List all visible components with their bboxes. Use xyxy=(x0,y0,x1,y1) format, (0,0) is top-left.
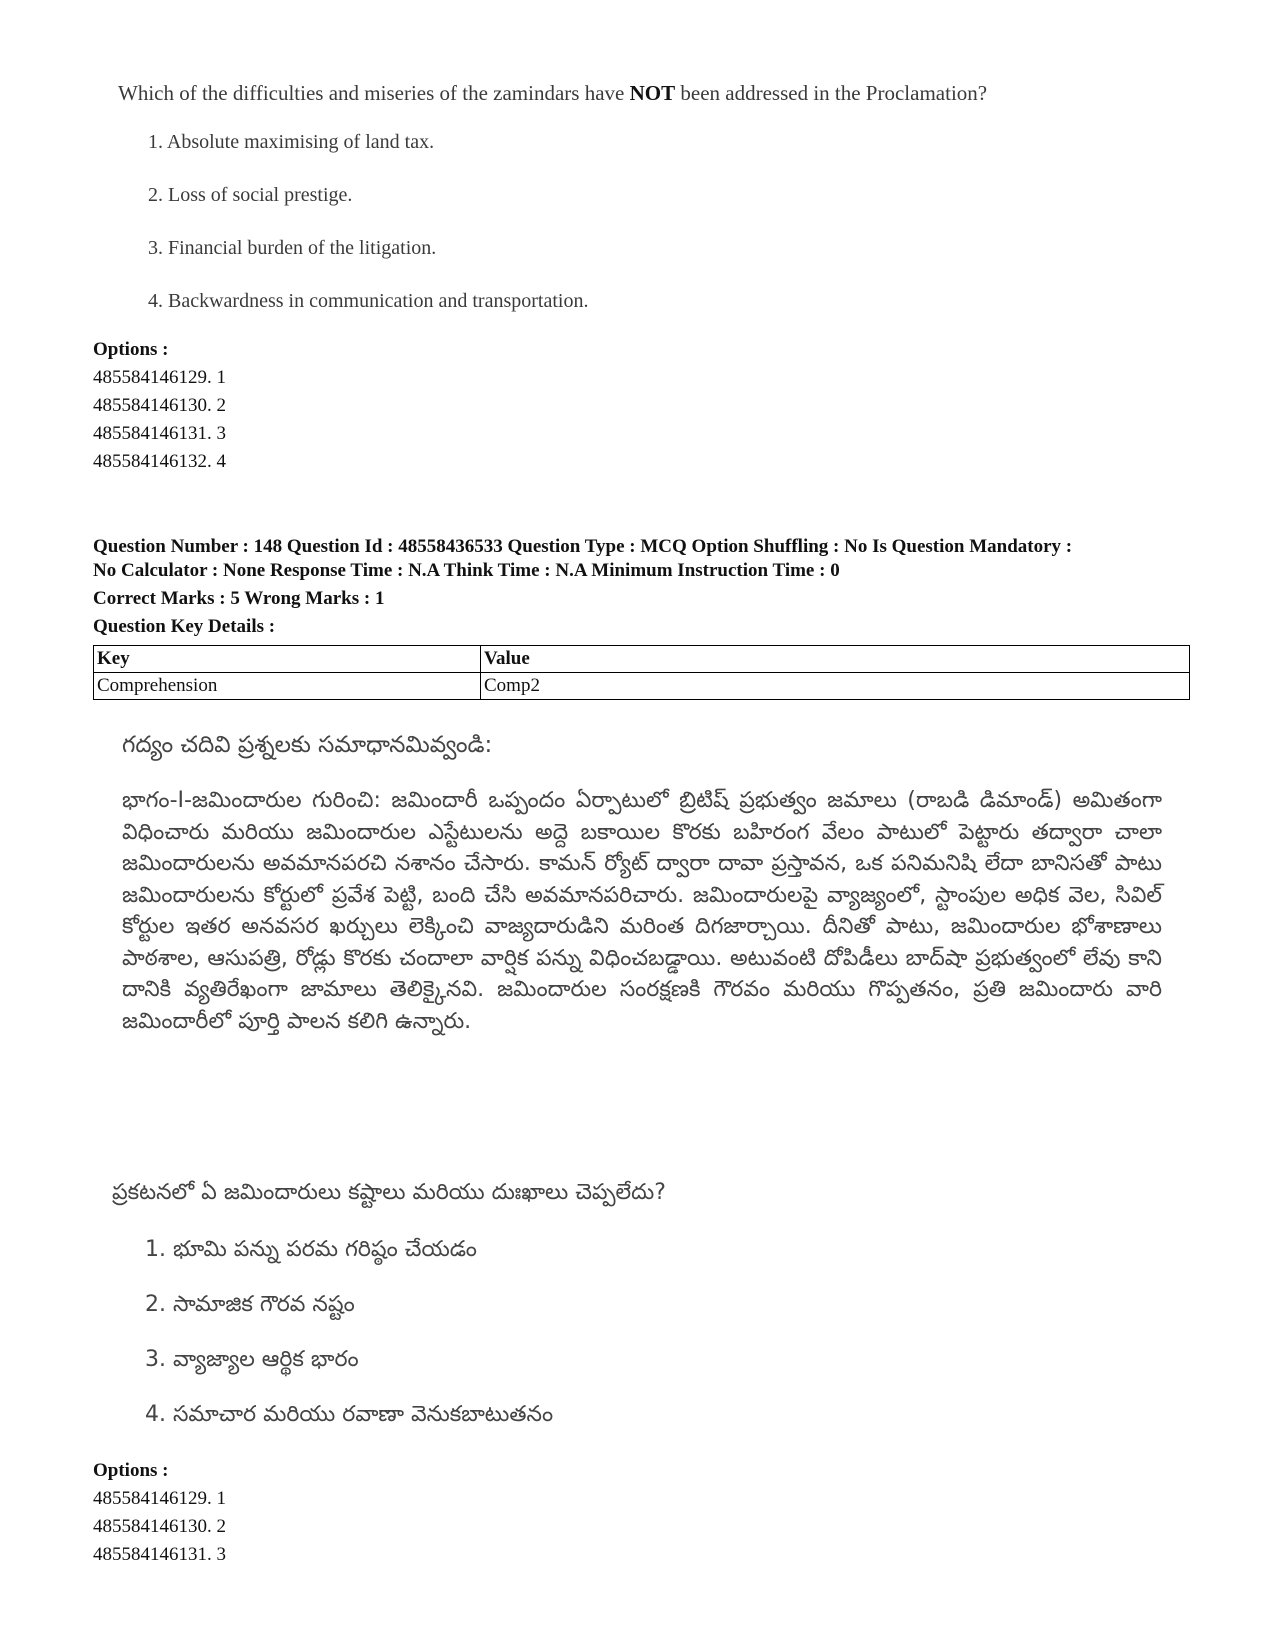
table-header-key: Key xyxy=(94,646,481,673)
key-details-heading: Question Key Details : xyxy=(93,616,276,637)
options-list xyxy=(93,1457,226,1569)
question-item: 2. Loss of social prestige. xyxy=(148,184,353,206)
question-metadata xyxy=(93,535,1203,639)
option-item: 485584146132. 4 xyxy=(93,451,226,472)
table-row xyxy=(94,673,1190,700)
telugu-question-item: 3. వ్యాజ్యాల ఆర్థిక భారం xyxy=(145,1347,359,1372)
table-header-value: Value xyxy=(481,646,1190,673)
marks-line: Correct Marks : 5 Wrong Marks : 1 xyxy=(93,588,385,609)
question-stem xyxy=(118,78,1118,108)
options-heading: Options : xyxy=(93,1460,169,1481)
table-cell-value: Comp2 xyxy=(481,673,1190,700)
telugu-question: ప్రకటనలో ఏ జమిందారులు కష్టాలు మరియు దుఃఖాలు చెప్పలేదు? xyxy=(112,1180,666,1205)
metadata-line: Question Number : 148 Question Id : 48558436533 Question Type : MCQ Option Shuffling : No Is Question Mandatory : xyxy=(93,536,1073,557)
options-list xyxy=(93,336,226,476)
table-header-row xyxy=(94,646,1190,673)
telugu-instruction: గద్యం చదివి ప్రశ్నలకు సమాధానమివ్వండి: xyxy=(122,732,493,758)
question-item: 1. Absolute maximising of land tax. xyxy=(148,131,435,153)
metadata-line: No Calculator : None Response Time : N.A Think Time : N.A Minimum Instruction Time : 0 xyxy=(93,560,840,581)
question-stem-text-end: been addressed in the Proclamation? xyxy=(675,81,988,105)
options-heading: Options : xyxy=(93,339,169,360)
question-item: 4. Backwardness in communication and transportation. xyxy=(148,290,589,312)
telugu-question-item: 2. సామాజిక గౌరవ నష్టం xyxy=(145,1292,355,1317)
option-item: 485584146130. 2 xyxy=(93,395,226,416)
option-item: 485584146131. 3 xyxy=(93,423,226,444)
table-cell-key: Comprehension xyxy=(94,673,481,700)
question-key-table xyxy=(93,645,1190,700)
question-stem-emphasis: NOT xyxy=(629,81,676,105)
option-item: 485584146129. 1 xyxy=(93,1488,226,1509)
question-item: 3. Financial burden of the litigation. xyxy=(148,237,437,259)
question-stem-text: Which of the difficulties and miseries of the zamindars have xyxy=(118,81,630,105)
option-item: 485584146129. 1 xyxy=(93,367,226,388)
question-image-english xyxy=(118,78,1118,340)
telugu-question-item: 4. సమాచార మరియు రవాణా వెనుకబాటుతనం xyxy=(145,1402,554,1427)
option-item: 485584146130. 2 xyxy=(93,1516,226,1537)
telugu-question-item: 1. భూమి పన్ను పరమ గరిష్ఠం చేయడం xyxy=(145,1237,477,1262)
option-item: 485584146131. 3 xyxy=(93,1544,226,1565)
telugu-passage: భాగం-I-జమిందారుల గురించి: జమిందారీ ఒప్పందం ఏర్పాటులో బ్రిటిష్ ప్రభుత్వం జమాలు (రాబడి డిమాండ్) అమితంగా విధించారు మరియు జమిందారుల ఎస్టేటులను అద్దె బకాయిల కొరకు బహిరంగ వేలం పాటులో పెట్టారు తద్వారా చాలా జమిందారులను అవమానపరచి నశానం చేసారు. కామన్ ర్యోట్ ద్వారా దావా ప్రస్తావన, ఒక పనిమనిషి లేదా బానిసతో పాటు జమిందారులను కోర్టులో ప్రవేశ పెట్టి, బంది చేసి అవమానపరిచారు. జమిందారులపై వ్యాజ్యంలో, స్టాంపుల అధిక వెల, సివిల్ కోర్టుల ఇతర అనవసర ఖర్చులు లెక్కించి వాజ్యదారుడిని మరింత దిగజార్చాయి. దీనితో పాటు, జమిందారుల భోశాణాలు పాఠశాల, ఆసుపత్రి, రోడ్లు కొరకు చందాలా వార్షిక పన్ను విధించబడ్డాయి. అటువంటి దోపిడీలు బాద్‌షా ప్రభుత్వంలో లేవు కాని దానికి వ్యతిరేఖంగా జామాలు తెలిక్కైనవి. జమిందారుల సంరక్షణకి గౌరవం మరియు గొప్పతనం, ప్రతి జమిందారు వారి జమిందారీలో పూర్తి పాలన కలిగి ఉన్నారు. xyxy=(122,788,1162,1034)
